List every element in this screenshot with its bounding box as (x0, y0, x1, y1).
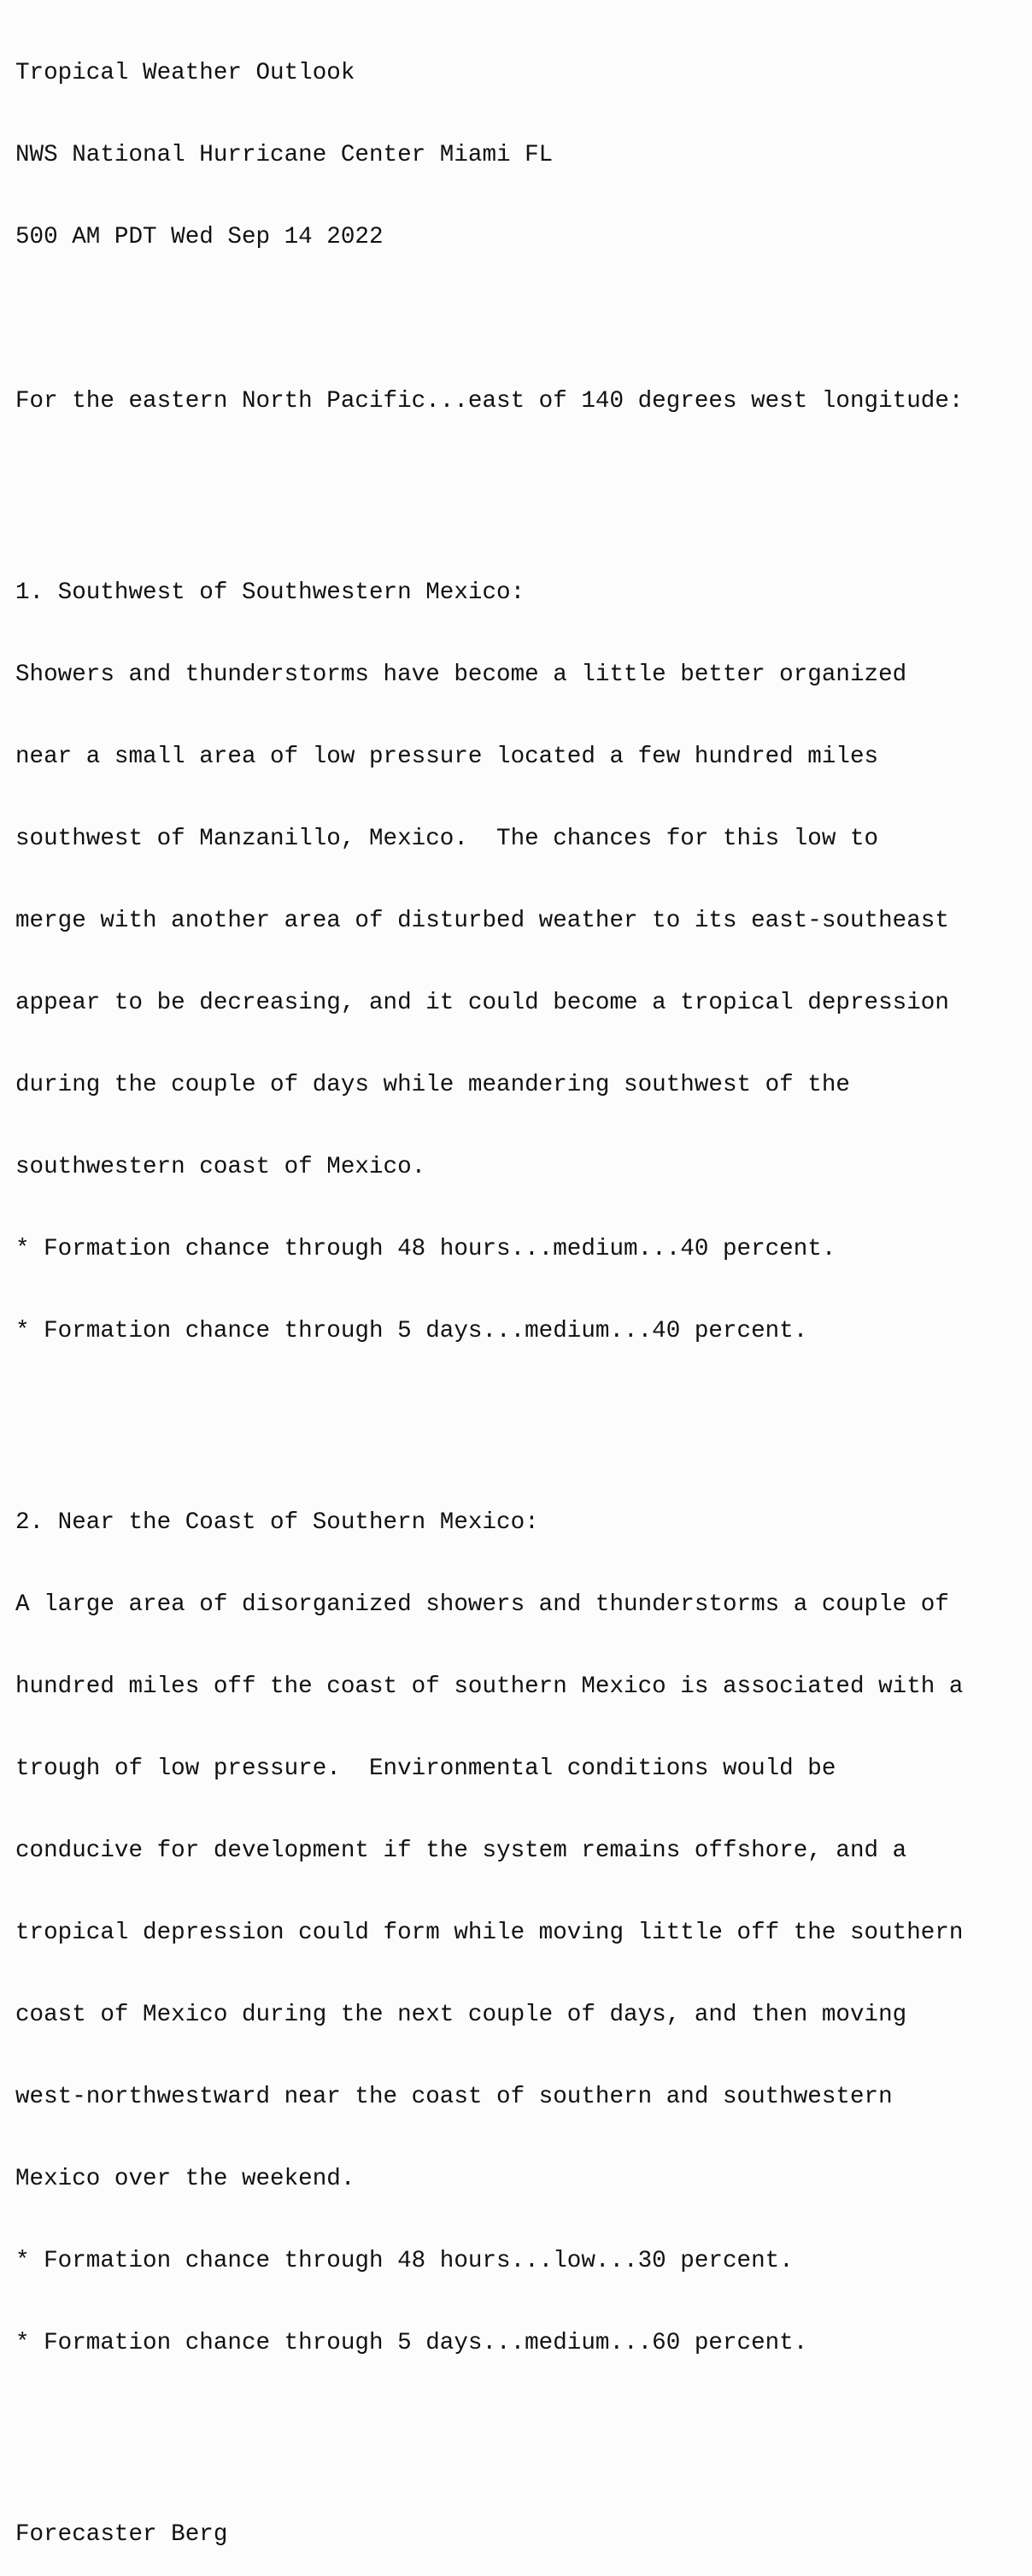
system-1-text-line: Showers and thunderstorms have become a little better organized (15, 662, 907, 688)
system-2-text-line: hundred miles off the coast of southern Mexico is associated with a (15, 1673, 964, 1700)
blank-line (15, 470, 963, 497)
scope-statement: For the eastern North Pacific...east of 140 degrees west longitude: (15, 388, 964, 415)
issuing-office: NWS National Hurricane Center Miami FL (15, 142, 554, 168)
system-2-text-line: trough of low pressure. Environmental conditions would be (15, 1756, 836, 1782)
system-1-text-line: appear to be decreasing, and it could become a tropical depression (15, 990, 949, 1016)
system-2-chance-5d: * Formation chance through 5 days...medium...60 percent. (15, 2330, 808, 2356)
system-2-text-line: A large area of disorganized showers and thunderstorms a couple of (15, 1591, 949, 1618)
system-1-chance-48h: * Formation chance through 48 hours...medium...40 percent. (15, 1236, 836, 1262)
document-title: Tropical Weather Outlook (15, 60, 355, 86)
blank-line (15, 2412, 963, 2439)
system-1-text-line: during the couple of days while meandering southwest of the (15, 1072, 850, 1098)
system-2-text-line: west-northwestward near the coast of southern and southwestern (15, 2084, 893, 2110)
blank-line (15, 1400, 963, 1427)
system-1-heading: 1. Southwest of Southwestern Mexico: (15, 579, 525, 606)
system-2-heading: 2. Near the Coast of Southern Mexico: (15, 1509, 539, 1536)
system-2-text-line: conducive for development if the system remains offshore, and a (15, 1838, 907, 1864)
forecaster-signature: Forecaster Berg (15, 2521, 228, 2548)
system-1-chance-5d: * Formation chance through 5 days...medium...40 percent. (15, 1318, 808, 1344)
system-2-text-line: tropical depression could form while moving little off the southern (15, 1920, 964, 1946)
blank-line (15, 306, 963, 333)
system-1-text-line: southwestern coast of Mexico. (15, 1154, 426, 1180)
system-1-text-line: near a small area of low pressure located a few hundred miles (15, 744, 879, 770)
system-1-text-line: merge with another area of disturbed weather to its east-southeast (15, 908, 949, 934)
system-2-chance-48h: * Formation chance through 48 hours...low...30 percent. (15, 2248, 794, 2274)
issue-time: 500 AM PDT Wed Sep 14 2022 (15, 224, 384, 250)
system-1-text-line: southwest of Manzanillo, Mexico. The chances for this low to (15, 826, 879, 852)
system-2-text-line: coast of Mexico during the next couple of days, and then moving (15, 2002, 907, 2028)
outlook-document (15, 5, 963, 2576)
system-2-text-line: Mexico over the weekend. (15, 2166, 355, 2192)
